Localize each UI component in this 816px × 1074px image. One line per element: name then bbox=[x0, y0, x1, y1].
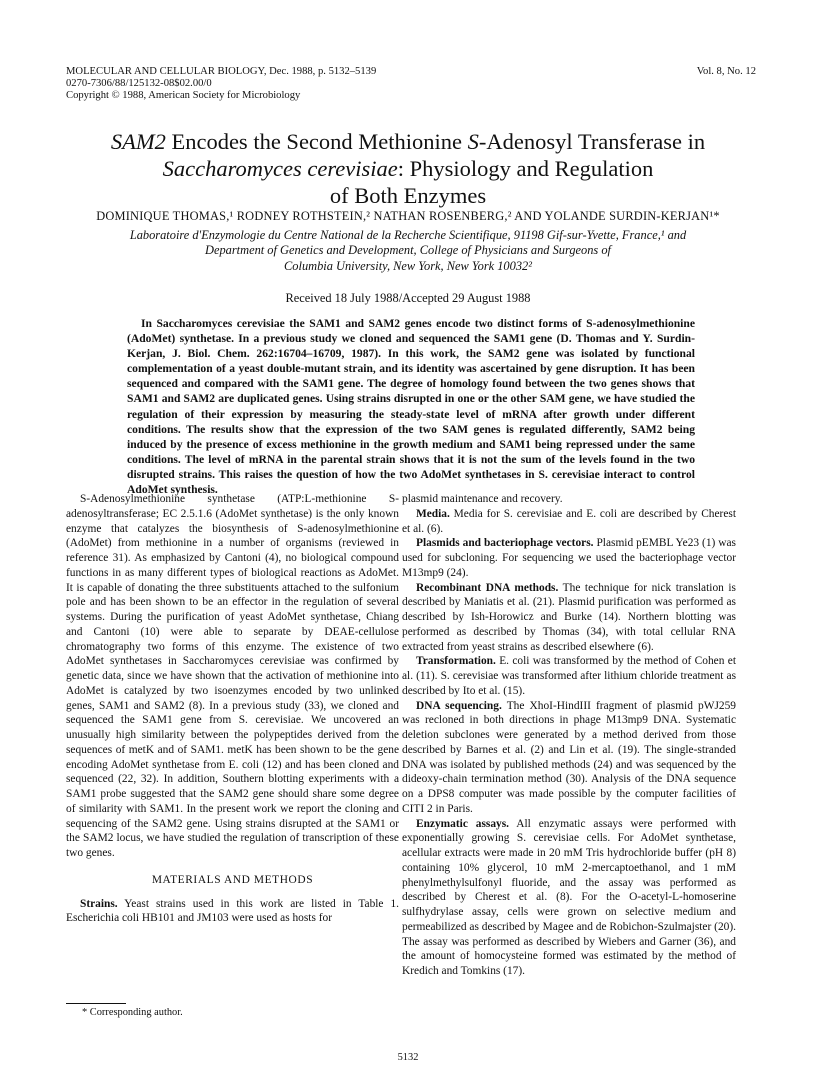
section-heading: MATERIALS AND METHODS bbox=[151, 873, 314, 886]
running-header bbox=[66, 66, 756, 101]
strains-paragraph: Strains. Yeast strains used in this work are listed in Table 1. Escherichia coli HB101 and JM103 were used as hosts for bbox=[66, 897, 399, 925]
received-dates: Received 18 July 1988/Accepted 29 August 1988 bbox=[285, 291, 531, 305]
dna-sequencing-paragraph: DNA sequencing. The XhoI-HindIII fragment of plasmid pWJ259 was recloned in both directions in phage M13mp9 DNA. Systematic deletion subclones were generated by a method derived from those described by Barnes et al. (2) and Lin et al. (19). The single-stranded DNA was isolated by published methods (24) and was sequenced by the dideoxy-chain termination method (30). Analysis of the DNA sequence on a DPS8 computer was made possible by the computer facilities of CITI 2 in Paris. bbox=[402, 699, 736, 815]
footnote: * Corresponding author. bbox=[82, 1007, 183, 1018]
media-paragraph: Media. Media for S. cerevisiae and E. coli are described by Cherest et al. (6). bbox=[402, 507, 736, 535]
copyright-line: Copyright © 1988, American Society for Microbiology bbox=[66, 89, 301, 101]
right-column bbox=[402, 492, 736, 979]
footnote-rule bbox=[66, 1003, 126, 1004]
affiliations: Laboratoire d'Enzymologie du Centre National de la Recherche Scientifique, 91198 Gif-sur-Yvette, France,¹ and Department of Genetics and Development, College of Physicians and Surgeons of Columbia University, New York, New York 10032² bbox=[129, 228, 687, 273]
journal-citation: MOLECULAR AND CELLULAR BIOLOGY, Dec. 1988, p. 5132–5139 bbox=[66, 66, 377, 77]
continued-text: plasmid maintenance and recovery. bbox=[402, 493, 563, 505]
article-title: SAM2 Encodes the Second Methionine S-Adenosyl Transferase in Saccharomyces cerevisiae: Physiology and Regulation of Both Enzymes bbox=[110, 129, 706, 208]
enzymatic-assays-paragraph: Enzymatic assays. All enzymatic assays were performed with exponentially growing S. cerevisiae cells. For AdoMet synthetase, acellular extracts were made in 20 mM Tris hydrochloride buffer (pH 8) containing 10% glycerol, 10 mM 2-mercaptoethanol, and 1 mM phenylmethylsulfonyl fluoride, and the assay was performed as described by Cherest et al. (8). For the O-acetyl-L-homoserine sulfhydrylase assay, cells were grown on selective medium and permeabilized as described by Magee and de Robichon-Szulmajster (20). The assay was performed as described by Wiebers and Garner (36), and the amount of homocysteine formed was estimated by the method of Kredich and Tomkins (17). bbox=[402, 817, 736, 977]
page-number: 5132 bbox=[397, 1052, 419, 1063]
intro-paragraph: S-Adenosylmethionine synthetase (ATP:L-methionine S-adenosyltransferase; EC 2.5.1.6 (AdoMet synthetase) is the only known enzyme that catalyzes the biosynthesis of S-adenosylmethionine (AdoMet) from methionine in a number of organisms (reviewed in reference 31). As emphasized by Cantoni (4), no biological compound functions in as many different types of biological reactions as AdoMet. It is capable of donating the three substituents attached to the sulfonium pole and has been shown to be an effector in the regulation of several systems. During the purification of yeast AdoMet synthetase, Chiang and Cantoni (10) were able to separate by DEAE-cellulose chromatography two forms of this enzyme. The existence of two AdoMet synthetases in Saccharomyces cerevisiae was confirmed by genetic data, since we have shown that the activation of methionine into AdoMet is catalyzed by two isoenzymes encoded by two unlinked genes, SAM1 and SAM2 (8). In a previous study (33), we cloned and sequenced the SAM1 gene from S. cerevisiae. We uncovered an unusually high similarity between the polypeptides derived from the sequences of metK and of SAM1. metK has been shown to be the gene encoding AdoMet synthetase from E. coli (12) and has been cloned and sequenced (22, 32). In addition, Southern blotting experiments with a SAM1 probe suggested that the SAM2 gene should share some degree of similarity with SAM1. In the present work we report the cloning and sequencing of the SAM2 gene. Using strains disrupted at the SAM1 or the SAM2 locus, we have studied the regulation of transcription of these two genes. bbox=[66, 493, 399, 859]
recombinant-paragraph: Recombinant DNA methods. The technique for nick translation is described by Maniatis et al. (21). Plasmid purification was performed as described by Ish-Horowicz and Burke (14). Northern blotting was performed as described by Thomas (34), with total cellular RNA extracted from yeast strains as described elsewhere (6). bbox=[402, 581, 736, 653]
article-code: 0270-7306/88/125132-08$02.00/0 bbox=[66, 77, 212, 89]
plasmids-paragraph: Plasmids and bacteriophage vectors. Plasmid pEMBL Ye23 (1) was used for subcloning. For sequencing we used the bacteriophage vector M13mp9 (24). bbox=[402, 537, 736, 579]
transformation-paragraph: Transformation. E. coli was transformed by the method of Cohen et al. (11). S. cerevisiae was transformed after lithium chloride treatment as described by Ito et al. (15). bbox=[402, 655, 736, 697]
left-column bbox=[66, 492, 399, 926]
volume-issue: Vol. 8, No. 12 bbox=[696, 66, 756, 77]
abstract: In Saccharomyces cerevisiae the SAM1 and SAM2 genes encode two distinct forms of S-adenosylmethionine (AdoMet) synthetase. In a previous study we cloned and sequenced the SAM1 gene (D. Thomas and Y. Surdin-Kerjan, J. Biol. Chem. 262:16704–16709, 1987). In this work, the SAM2 gene was isolated by functional complementation of a yeast double-mutant strain, and its identity was ascertained by gene disruption. It has been sequenced and compared with the SAM1 gene. The degree of homology found between the two genes shows that SAM1 and SAM2 are duplicated genes. Using strains disrupted in one or the other SAM gene, we have studied the regulation of their expression by measuring the steady-state level of mRNA after growth under different conditions. The results show that the expression of the two SAM genes is regulated differently, SAM2 being induced by the presence of excess methionine in the growth medium and SAM1 being repressed under the same conditions. The level of mRNA in the parental strain shows that it is not the sum of the levels found in the two disrupted strains. This raises the question of how the two AdoMet synthetases in S. cerevisiae interact to control AdoMet synthesis. bbox=[127, 317, 695, 497]
author-list: DOMINIQUE THOMAS,¹ RODNEY ROTHSTEIN,² NATHAN ROSENBERG,² AND YOLANDE SURDIN-KERJAN¹* bbox=[96, 209, 720, 223]
